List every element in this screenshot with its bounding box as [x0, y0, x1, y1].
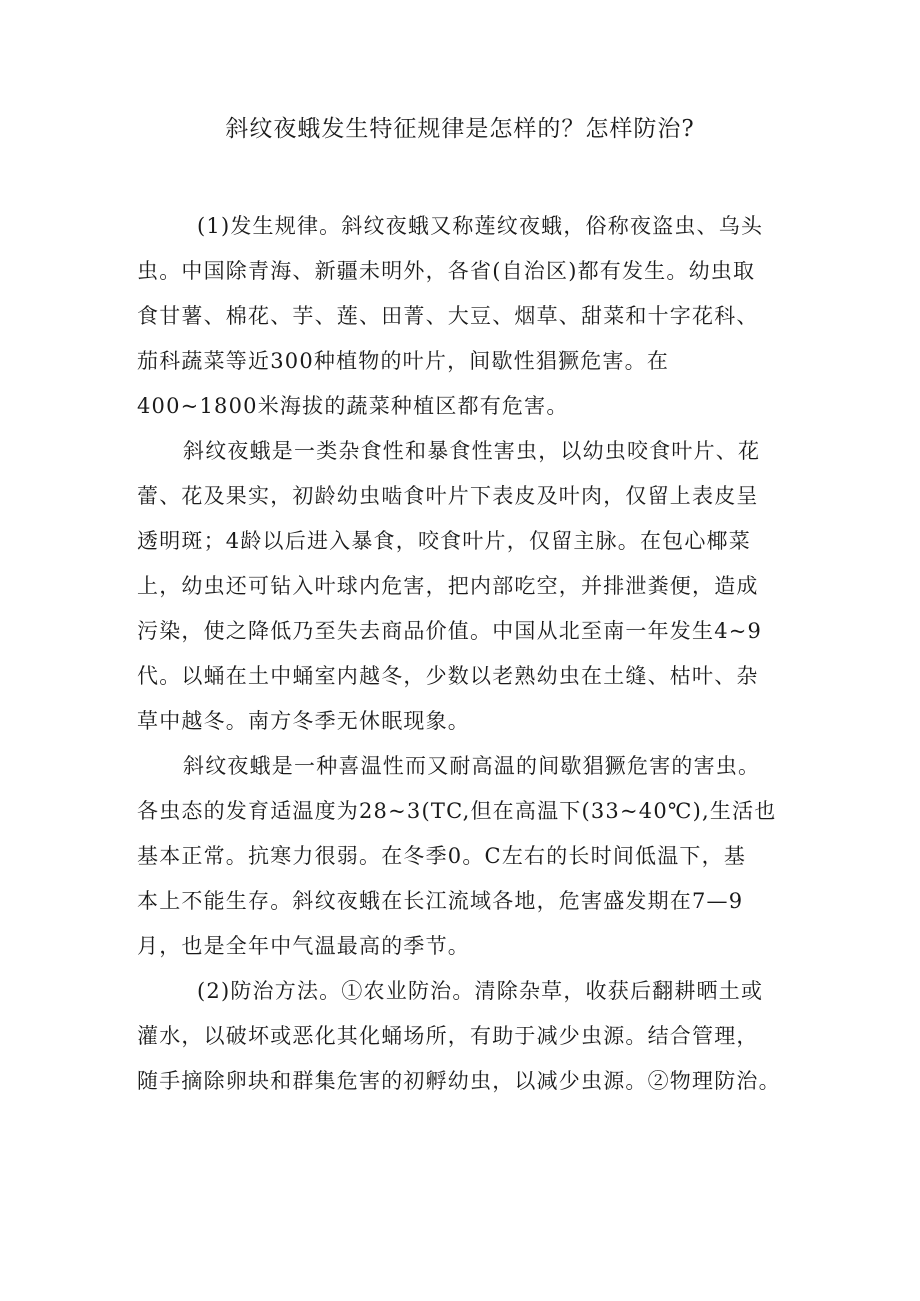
text-line: 污染，使之降低乃至失去商品价值。中国从北至南一年发生4~9	[137, 619, 763, 643]
text-line: 基本正常。抗寒力很弱。在冬季0。C左右的长时间低温下，基	[137, 844, 747, 868]
text-line: (2)防治方法。①农业防治。清除杂草，收获后翻耕晒土或	[197, 979, 764, 1003]
text-line: 随手摘除卵块和群集危害的初孵幼虫，以减少虫源。②物理防治。	[137, 1069, 781, 1093]
text-line: 透明斑；4龄以后进入暴食，咬食叶片，仅留主脉。在包心椰菜	[137, 529, 751, 553]
text-line: 茄科蔬菜等近300种植物的叶片，间歇性猖獗危害。在	[137, 349, 670, 373]
document-title: 斜纹夜蛾发生特征规律是怎样的？怎样防治?	[225, 116, 695, 142]
text-line: 代。以蛹在土中蛹室内越冬，少数以老熟幼虫在土缝、枯叶、杂	[137, 664, 759, 688]
text-line: 本上不能生存。斜纹夜蛾在长江流域各地，危害盛发期在7—9	[137, 889, 744, 913]
text-line: 蕾、花及果实，初龄幼虫啮食叶片下表皮及叶肉，仅留上表皮呈	[137, 484, 759, 508]
paragraph-feeding-habits	[137, 429, 797, 744]
document-body	[137, 204, 797, 1104]
text-line: 各虫态的发育适温度为28~3(TC,但在高温下(33~40℃),生活也	[137, 799, 777, 823]
paragraph-temperature	[137, 744, 797, 969]
text-line: 虫。中国除青海、新疆未明外，各省(自治区)都有发生。幼虫取	[137, 259, 756, 283]
text-line: 食甘薯、棉花、芋、莲、田菁、大豆、烟草、甜菜和十字花科、	[137, 304, 759, 328]
paragraph-occurrence-pattern	[137, 204, 797, 429]
text-line: 斜纹夜蛾是一种喜温性而又耐高温的间歇猖獗危害的害虫。	[183, 754, 761, 778]
text-line: 草中越冬。南方冬季无休眠现象。	[137, 709, 470, 733]
text-line: 斜纹夜蛾是一类杂食性和暴食性害虫，以幼虫咬食叶片、花	[183, 439, 761, 463]
text-line: 上，幼虫还可钻入叶球内危害，把内部吃空，并排泄粪便，造成	[137, 574, 759, 598]
text-line: 月，也是全年中气温最高的季节。	[137, 934, 470, 958]
text-line: (1)发生规律。斜纹夜蛾又称莲纹夜蛾，俗称夜盗虫、乌头	[197, 214, 764, 238]
text-line: 灌水，以破坏或恶化其化蛹场所，有助于减少虫源。结合管理，	[137, 1024, 759, 1048]
text-line: 400~1800米海拔的蔬菜种植区都有危害。	[137, 394, 569, 418]
paragraph-control-methods	[137, 969, 797, 1104]
